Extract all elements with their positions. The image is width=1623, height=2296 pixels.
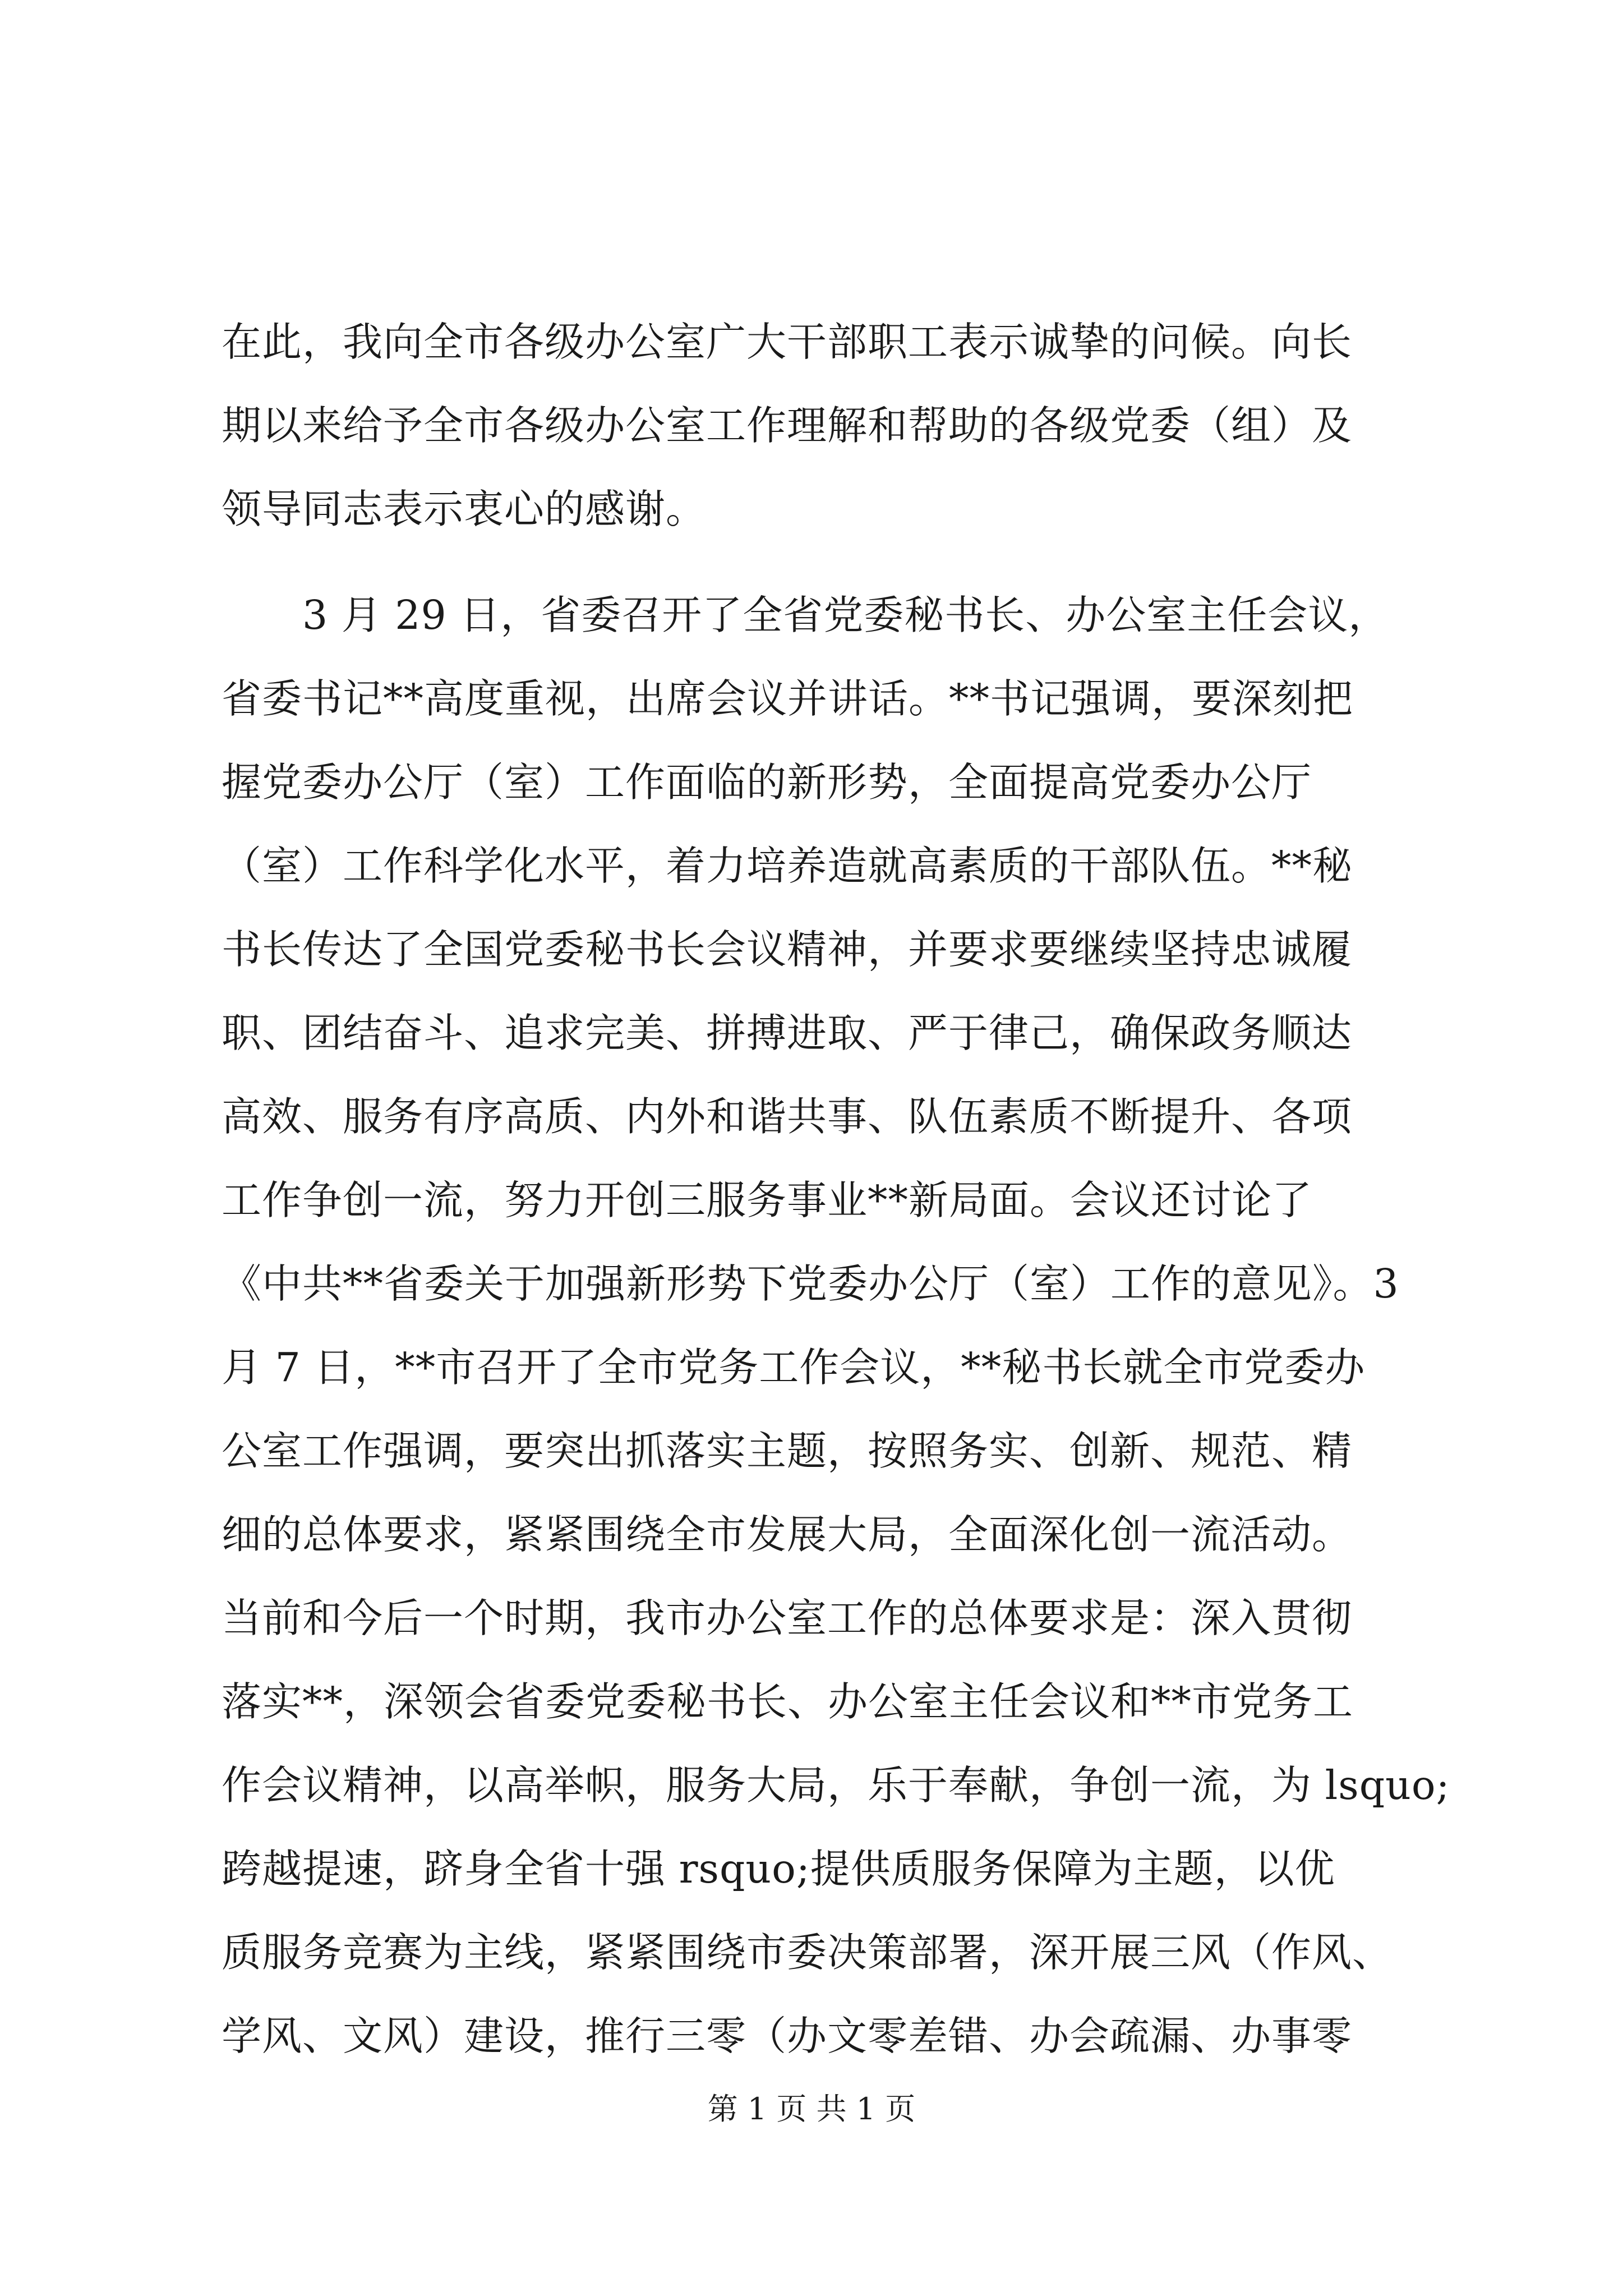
text-line: 高效、服务有序高质、内外和谐共事、队伍素质不断提升、各项 [222,1093,1353,1140]
text-line: 跨越提速，跻身全省十强 rsquo;提供质服务保障为主题，以优 [222,1846,1335,1892]
text-line: 质服务竞赛为主线，紧紧围绕市委决策部署，深开展三风（作风、 [222,1929,1393,1976]
text-line: 当前和今后一个时期，我市办公室工作的总体要求是：深入贯彻 [222,1595,1353,1641]
page-footer: 第 1 页 共 1 页 [707,2091,916,2127]
text-line: （室）工作科学化水平，着力培养造就高素质的干部队伍。**秘 [222,843,1353,889]
text-line: 省委书记**高度重视，出席会议并讲话。**书记强调，要深刻把 [222,675,1354,722]
text-line: 书长传达了全国党委秘书长会议精神，并要求要继续坚持忠诚履 [222,926,1353,973]
text-line: 月 7 日，**市召开了全市党务工作会议，**秘书长就全市党委办 [222,1344,1366,1391]
text-line: 在此，我向全市各级办公室广大干部职工表示诚挚的问候。向长 [222,319,1353,365]
text-line: 细的总体要求，紧紧围绕全市发展大局，全面深化创一流活动。 [222,1511,1353,1558]
text-line: 领导同志表示衷心的感谢。 [222,486,707,532]
text-line: 落实**，深领会省委党委秘书长、办公室主任会议和**市党务工 [222,1678,1354,1725]
text-line: 3 月 29 日，省委召开了全省党委秘书长、办公室主任会议， [222,592,1389,638]
text-line: 作会议精神，以高举帜，服务大局，乐于奉献，争创一流，为 lsquo; [222,1762,1450,1809]
document-body [222,300,1450,2078]
text-line: 学风、文风）建设，推行三零（办文零差错、办会疏漏、办事零 [222,2013,1353,2059]
text-line: 《中共**省委关于加强新形势下党委办公厅（室）工作的意见》。3 [222,1260,1399,1307]
text-line: 工作争创一流，努力开创三服务事业**新局面。会议还讨论了 [222,1177,1313,1223]
text-line: 公室工作强调，要突出抓落实主题，按照务实、创新、规范、精 [222,1428,1353,1474]
text-line: 期以来给予全市各级办公室工作理解和帮助的各级党委（组）及 [222,402,1353,449]
text-line: 握党委办公厅（室）工作面临的新形势，全面提高党委办公厅 [222,759,1312,806]
text-line: 职、团结奋斗、追求完美、拼搏进取、严于律己，确保政务顺达 [222,1010,1353,1056]
